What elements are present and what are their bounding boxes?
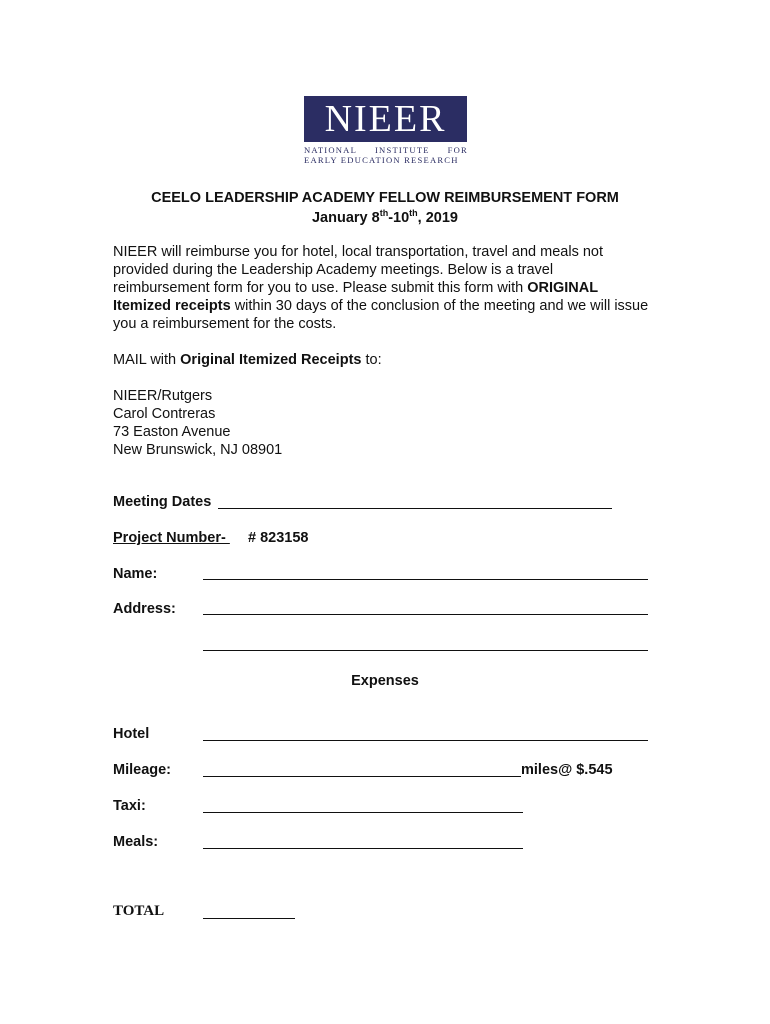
address-line: Carol Contreras — [113, 406, 216, 422]
intro-paragraph: NIEER will reimburse you for hotel, local transportation, travel and meals not provided during the Leadership Academy meetings. Below is a travel reimbursement form for you to use. Please submit this form with ORIGINAL Itemized receipts within 30 days of the conclusion of the meeting and we will issue you a reimbursement for the costs. — [113, 244, 649, 332]
nieer-logo — [304, 96, 468, 165]
address-line: NIEER/Rutgers — [113, 388, 213, 404]
taxi-label: Taxi: — [113, 798, 146, 814]
address-line: 73 Easton Avenue — [113, 424, 231, 440]
meals-field[interactable] — [203, 848, 523, 849]
logo-wordmark: NIEER — [304, 96, 467, 142]
logo-subtitle — [304, 145, 468, 165]
meals-label: Meals: — [113, 834, 159, 850]
mail-instruction: MAIL with Original Itemized Receipts to: — [113, 352, 382, 368]
hotel-label: Hotel — [113, 726, 150, 742]
logo-subtitle-word: FOR — [447, 145, 468, 155]
taxi-field[interactable] — [203, 812, 523, 813]
meeting-dates-field[interactable] — [218, 508, 612, 509]
expenses-heading: Expenses — [351, 673, 419, 689]
mileage-label: Mileage: — [113, 762, 172, 778]
form-date: January 8th-10th, 2019 — [311, 208, 458, 226]
meeting-dates-label: Meeting Dates — [113, 494, 212, 510]
mileage-rate: miles@ $.545 — [521, 762, 613, 778]
address-field-line1[interactable] — [203, 614, 648, 615]
form-title: CEELO LEADERSHIP ACADEMY FELLOW REIMBURSEMENT FORM — [151, 190, 619, 206]
hotel-field[interactable] — [203, 740, 648, 741]
name-label: Name: — [113, 566, 158, 582]
mailing-address — [113, 387, 653, 459]
mileage-field[interactable] — [203, 776, 521, 777]
total-label: TOTAL — [113, 903, 165, 919]
address-field-line2[interactable] — [203, 650, 648, 651]
project-number-label: Project Number- — [113, 530, 230, 546]
logo-subtitle-word: INSTITUTE — [375, 145, 430, 155]
logo-subtitle-line2: EARLY EDUCATION RESEARCH — [304, 155, 459, 165]
total-field[interactable] — [203, 918, 295, 919]
address-label: Address: — [113, 601, 176, 617]
logo-subtitle-word: NATIONAL — [304, 145, 358, 155]
project-number-value: # 823158 — [248, 530, 309, 546]
address-line: New Brunswick, NJ 08901 — [113, 442, 283, 458]
name-field[interactable] — [203, 579, 648, 580]
